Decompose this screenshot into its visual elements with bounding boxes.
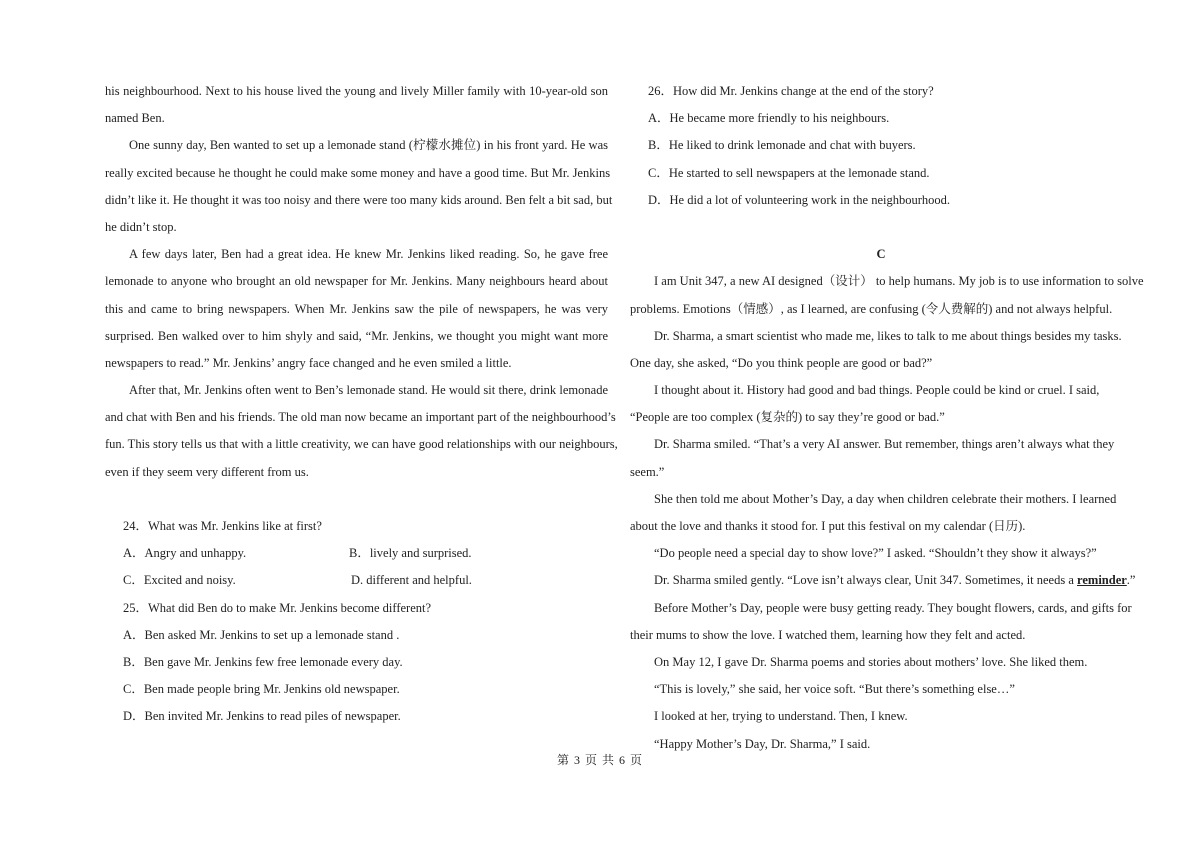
option-24c: C．Excited and noisy. bbox=[123, 573, 236, 588]
passage-line: I thought about it. History had good and bad things. People could be kind or cruel. I said, bbox=[654, 383, 1100, 398]
option-25d: D．Ben invited Mr. Jenkins to read piles of newspaper. bbox=[123, 709, 401, 724]
story-line: he didn’t stop. bbox=[105, 219, 177, 234]
story-line: One sunny day, Ben wanted to set up a lemonade stand (柠檬水摊位) in his front yard. He was bbox=[129, 138, 608, 153]
story-line: newspapers to read.” Mr. Jenkins’ angry face changed and he even smiled a little. bbox=[105, 355, 512, 370]
option-24b: B．lively and surprised. bbox=[349, 546, 472, 561]
right-column bbox=[630, 78, 1144, 758]
option-24a: A．Angry and unhappy. bbox=[123, 546, 247, 561]
passage-text: Dr. Sharma smiled gently. “Love isn’t always clear, Unit 347. Sometimes, it needs a bbox=[654, 573, 1078, 588]
passage-line: I looked at her, trying to understand. Then, I knew. bbox=[654, 709, 908, 724]
option-24d: D. different and helpful. bbox=[351, 573, 472, 588]
passage-line bbox=[630, 567, 1136, 594]
story-line: really excited because he thought he could make some money and have a good time. But Mr. Jenkins bbox=[105, 165, 611, 180]
question-24: 24．What was Mr. Jenkins like at first? bbox=[123, 519, 322, 533]
passage-line: “Happy Mother’s Day, Dr. Sharma,” I said. bbox=[654, 736, 871, 751]
left-column bbox=[105, 78, 618, 731]
passage-line: “People are too complex (复杂的) to say they’re good or bad.” bbox=[630, 410, 945, 425]
option-26c: C．He started to sell newspapers at the lemonade stand. bbox=[648, 165, 930, 180]
spacer bbox=[630, 214, 1132, 241]
spacer bbox=[105, 486, 608, 513]
question-26: 26．How did Mr. Jenkins change at the end of the story? bbox=[648, 84, 934, 98]
options-row bbox=[105, 540, 608, 567]
passage-line: their mums to show the love. I watched them, learning how they felt and acted. bbox=[630, 627, 1026, 642]
question-25: 25．What did Ben do to make Mr. Jenkins become different? bbox=[123, 600, 432, 615]
story-line: even if they seem very different from us. bbox=[105, 464, 309, 479]
passage-line: about the love and thanks it stood for. I put this festival on my calendar (日历). bbox=[630, 519, 1026, 533]
passage-line: One day, she asked, “Do you think people are good or bad?” bbox=[630, 355, 933, 370]
passage-line: Dr. Sharma smiled. “That’s a very AI answer. But remember, things aren’t always what they bbox=[654, 437, 1115, 452]
option-26b: B．He liked to drink lemonade and chat with buyers. bbox=[648, 138, 916, 153]
option-26d: D．He did a lot of volunteering work in the neighbourhood. bbox=[648, 192, 951, 207]
passage-line: I am Unit 347, a new AI designed（设计） to help humans. My job is to use information to solve bbox=[654, 274, 1144, 289]
option-25b: B．Ben gave Mr. Jenkins few free lemonade every day. bbox=[123, 654, 403, 669]
options-row bbox=[105, 567, 608, 594]
story-line: A few days later, Ben had a great idea. He knew Mr. Jenkins liked reading. So, he gave free bbox=[129, 247, 608, 262]
passage-line: problems. Emotions（情感）, as I learned, are confusing (令人费解的) and not always helpful. bbox=[630, 301, 1113, 316]
story-line: After that, Mr. Jenkins often went to Ben’s lemonade stand. He would sit there, drink lemonade bbox=[129, 383, 608, 398]
option-25a: A．Ben asked Mr. Jenkins to set up a lemonade stand . bbox=[123, 627, 400, 642]
page-footer: 第 3 页 共 6 页 bbox=[556, 753, 643, 767]
passage-line: Before Mother’s Day, people were busy getting ready. They bought flowers, cards, and gifts for bbox=[654, 600, 1132, 615]
option-26a: A．He became more friendly to his neighbours. bbox=[648, 111, 890, 126]
passage-line: On May 12, I gave Dr. Sharma poems and stories about mothers’ love. She liked them. bbox=[654, 654, 1088, 669]
story-line: lemonade to anyone who brought an old newspaper for Mr. Jenkins. Many neighbours heard about bbox=[105, 274, 608, 289]
story-line: surprised. Ben walked over to him shyly and said, “Mr. Jenkins, we thought you might want more bbox=[105, 328, 608, 343]
option-25c: C．Ben made people bring Mr. Jenkins old newspaper. bbox=[123, 682, 400, 697]
passage-line: “Do people need a special day to show love?” I asked. “Shouldn’t they show it always?” bbox=[654, 546, 1097, 561]
story-line: his neighbourhood. Next to his house lived the young and lively Miller family with 10-year-old son bbox=[105, 84, 608, 98]
passage-line: Dr. Sharma, a smart scientist who made me, likes to talk to me about things besides my tasks. bbox=[654, 328, 1122, 343]
story-line: named Ben. bbox=[105, 111, 165, 126]
underlined-word: reminder bbox=[1077, 573, 1127, 588]
passage-line: seem.” bbox=[630, 464, 665, 479]
section-title: C bbox=[876, 247, 886, 262]
passage-line: She then told me about Mother’s Day, a day when children celebrate their mothers. I learned bbox=[654, 491, 1117, 506]
passage-text: .” bbox=[1126, 573, 1136, 588]
story-line: and chat with Ben and his friends. The old man now became an important part of the neighbourhood’s bbox=[105, 410, 616, 425]
story-line: didn’t like it. He thought it was too noisy and there were too many kids around. Ben felt a bit sad, but bbox=[105, 192, 613, 207]
story-line: this and came to bring newspapers. When Mr. Jenkins saw the pile of newspapers, he was very bbox=[105, 301, 608, 316]
story-line: fun. This story tells us that with a little creativity, we can have good relationships with our neighbours, bbox=[105, 437, 618, 452]
passage-line: “This is lovely,” she said, her voice soft. “But there’s something else…” bbox=[654, 682, 1015, 697]
